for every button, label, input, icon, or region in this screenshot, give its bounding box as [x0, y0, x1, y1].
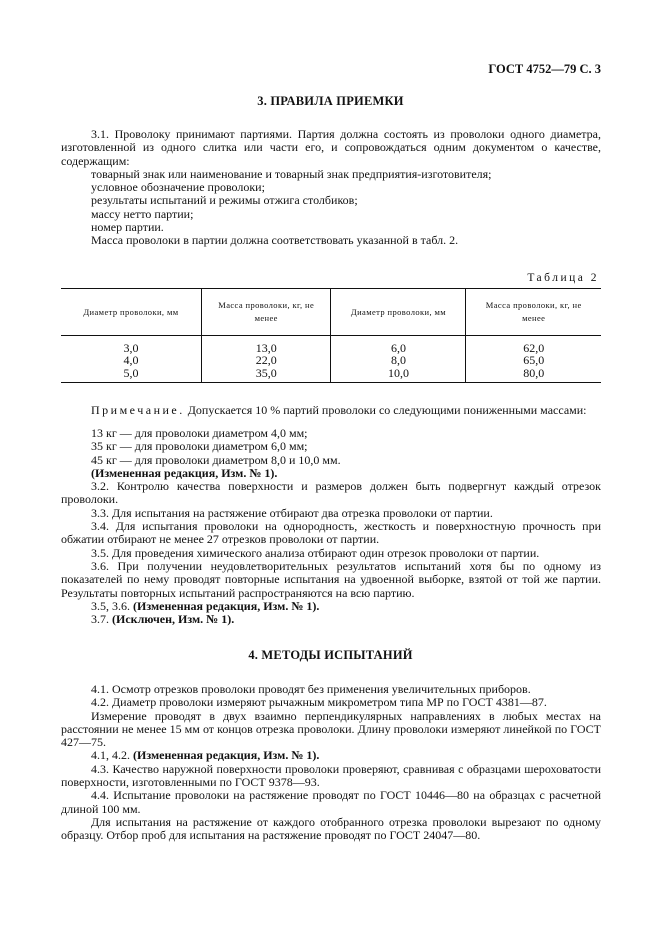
section-3-intro — [61, 128, 601, 248]
table-header-row — [61, 289, 601, 336]
paragraph-4-1-4-2 — [61, 749, 601, 762]
revision-note: (Измененная редакция, Изм. № 1). — [91, 465, 278, 480]
list-item: условное обозначение проволоки; — [91, 180, 265, 195]
note-item: 35 кг — для проволоки диаметром 6,0 мм; — [91, 439, 308, 454]
table-2 — [61, 288, 601, 383]
section-4-title: 4. МЕТОДЫ ИСПЫТАНИЙ — [248, 648, 413, 662]
note-item: 45 кг — для проволоки диаметром 8,0 и 10,0 мм. — [91, 452, 341, 467]
cell-value: 10,0 — [387, 365, 409, 380]
paragraph-3-7 — [61, 613, 601, 626]
paragraph-3-5: 3.5. Для проведения химического анализа отбирают один отрезок проволоки от партии. — [91, 545, 540, 560]
table-cell — [61, 336, 201, 383]
column-header: Диаметр проволоки, мм — [331, 289, 466, 336]
cell-value: 5,0 — [123, 365, 139, 380]
page-header: ГОСТ 4752—79 С. 3 — [488, 62, 601, 76]
cell-value: 35,0 — [255, 365, 277, 380]
column-header: Диаметр проволоки, мм — [61, 289, 201, 336]
clause-number: 3.7. — [91, 612, 109, 627]
note-item: 13 кг — для проволоки диаметром 4,0 мм; — [91, 426, 308, 440]
cell-value: 13,0 — [255, 341, 277, 355]
clause-number: 3.5, 3.6. — [91, 598, 130, 613]
section-3-title: 3. ПРАВИЛА ПРИЕМКИ — [257, 94, 404, 108]
paragraph-3-5-3-6 — [61, 600, 601, 613]
cell-value: 3,0 — [123, 341, 139, 355]
cell-value: 8,0 — [390, 353, 406, 368]
paragraph-3-4: 3.4. Для испытания проволоки на однородность, жесткость и поверхностную прочность при обжатии отбирают не менее 27 отрезков проволоки от партии. — [61, 519, 601, 547]
paragraph-4-2: 4.2. Диаметр проволоки измеряют рычажным микрометром типа МР по ГОСТ 4381—87. — [91, 695, 547, 710]
note-text: Допускается 10 % партий проволоки со следующими пониженными массами: — [184, 403, 587, 417]
note-and-section-3-rest — [61, 427, 601, 626]
revision-note: (Исключен, Изм. № 1). — [109, 612, 235, 627]
table-cell — [331, 336, 466, 383]
paragraph-3-6: 3.6. При получении неудовлетворительных результатов испытаний хотя бы по одному из показателей по нему проводят повторные испытания на удвоенной выборке, взятой от той же партии. Результаты повторных испытаний распространяются на всю партию. — [61, 558, 601, 600]
section-4-body — [61, 683, 601, 843]
paragraph-4-4-sampling: Для испытания на растяжение от каждого отобранного отрезка проволоки вырезают по одному образцу. Отбор проб для испытания на растяжение проводят по ГОСТ 24047—80. — [61, 814, 601, 843]
list-item: товарный знак или наименование и товарный знак предприятия-изготовителя; — [91, 166, 492, 181]
column-header: Масса проволоки, кг, не менее — [466, 289, 601, 336]
table-cell — [466, 336, 601, 383]
list-item: номер партии. — [91, 220, 164, 235]
revision-note: (Измененная редакция, Изм. № 1). — [130, 748, 320, 763]
paragraph-3-2: 3.2. Контролю качества поверхности и размеров должен быть подвергнут каждый отрезок проволоки. — [61, 479, 601, 507]
column-header: Масса проволоки, кг, не менее — [201, 289, 331, 336]
table-row — [61, 336, 601, 383]
table-caption: Таблица 2 — [527, 272, 599, 284]
list-item: массу нетто партии; — [91, 206, 194, 221]
cell-value: 22,0 — [255, 353, 277, 368]
paragraph-4-2-measurement: Измерение проводят в двух взаимно перпендикулярных направлениях в любых местах на расстоянии не менее 15 мм от концов отрезка проволоки. Длину проволоки измеряют линейкой по ГОСТ 427—75. — [61, 708, 601, 750]
paragraph-3-3: 3.3. Для испытания на растяжение отбирают два отрезка проволоки от партии. — [91, 505, 493, 520]
paragraph-4-4: 4.4. Испытание проволоки на растяжение проводят по ГОСТ 10446—80 на образцах с расчетной длиной 100 мм. — [61, 788, 601, 816]
clause-number: 4.1, 4.2. — [91, 748, 130, 763]
cell-value: 4,0 — [123, 353, 139, 368]
paragraph-3-1: 3.1. Проволоку принимают партиями. Партия должна состоять из проволоки одного диаметра, изготовленной из одного слитка или части его, и сопровождаться одним документом о качестве, содержащим: — [61, 127, 601, 168]
paragraph-4-1: 4.1. Осмотр отрезков проволоки проводят без применения увеличительных приборов. — [91, 682, 531, 696]
table-note — [61, 404, 601, 417]
list-item: результаты испытаний и режимы отжига столбиков; — [91, 193, 358, 208]
revision-note: (Измененная редакция, Изм. № 1). — [130, 598, 320, 613]
cell-value: 80,0 — [523, 365, 545, 380]
cell-value: 65,0 — [523, 353, 545, 368]
note-label: Примечание. — [91, 403, 185, 417]
paragraph-4-3: 4.3. Качество наружной поверхности проволоки проверяют, сравнивая с образцами шероховатости поверхности, изготовленными по ГОСТ 9378—93. — [61, 761, 601, 790]
mass-paragraph: Масса проволоки в партии должна соответствовать указанной в табл. 2. — [91, 233, 459, 248]
table-cell — [201, 336, 331, 383]
cell-value: 62,0 — [523, 341, 545, 355]
cell-value: 6,0 — [390, 341, 406, 355]
